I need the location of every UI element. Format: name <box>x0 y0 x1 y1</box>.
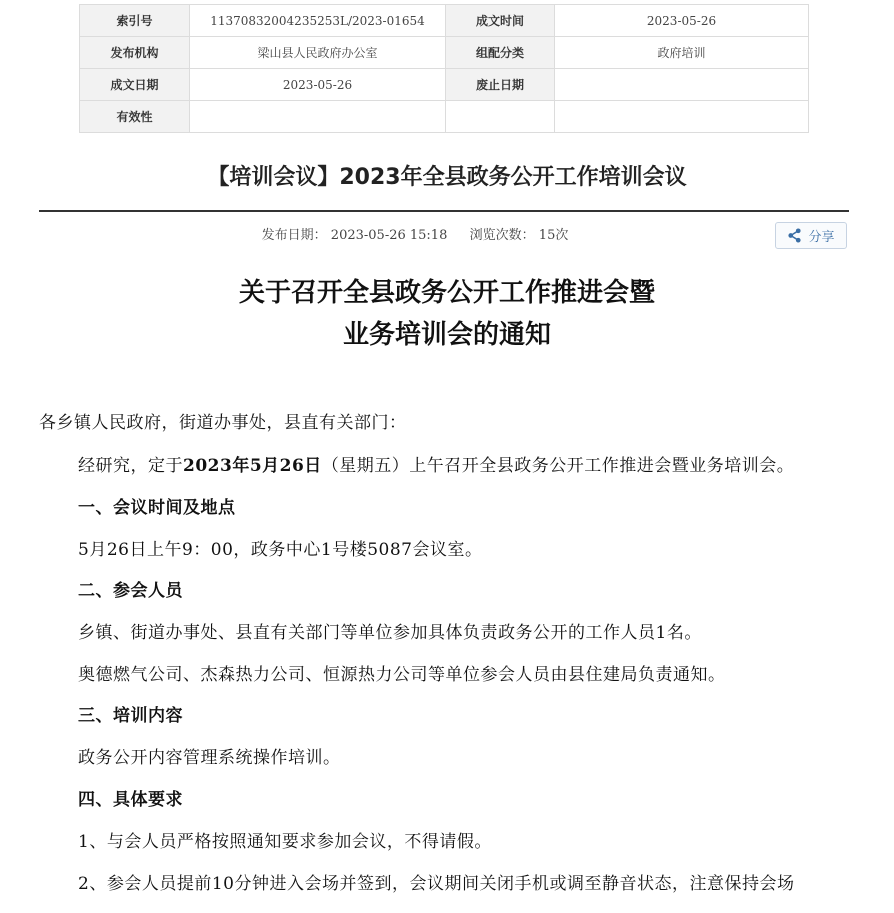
salutation: 各乡镇人民政府，街道办事处，县直有关部门： <box>39 413 407 433</box>
share-button[interactable] <box>775 222 847 249</box>
paragraph: 乡镇、街道办事处、县直有关部门等单位参加具体负责政务公开的工作人员1名。 <box>78 623 702 643</box>
notice-title-line: 业务培训会的通知 <box>342 320 551 350</box>
section-heading: 四、具体要求 <box>78 790 183 810</box>
intro-text: 经研究，定于 <box>78 456 183 476</box>
meta-row <box>80 37 809 69</box>
meta-value-written-date: 2023-05-26 <box>190 69 446 101</box>
share-icon <box>787 228 802 243</box>
meta-value-validity <box>190 101 446 133</box>
meta-value-issuer: 梁山县人民政府办公室 <box>190 37 446 69</box>
meta-label-index: 索引号 <box>80 5 190 37</box>
meta-empty-cell <box>446 101 555 133</box>
paragraph: 政务公开内容管理系统操作培训。 <box>78 748 341 768</box>
document-meta-table <box>79 4 809 133</box>
paragraph: 奥德燃气公司、杰森热力公司、恒源热力公司等单位参会人员由县住建局负责通知。 <box>78 665 726 685</box>
meta-label-validity: 有效性 <box>80 101 190 133</box>
meta-row <box>80 5 809 37</box>
meta-empty-cell <box>555 101 809 133</box>
meta-value-category: 政府培训 <box>555 37 809 69</box>
share-label: 分享 <box>808 230 835 245</box>
section-heading: 一、会议时间及地点 <box>78 498 236 518</box>
meta-value-index: 11370832004235253L/2023-01654 <box>190 5 446 37</box>
meta-label-issuer: 发布机构 <box>80 37 190 69</box>
intro-text: （星期五）上午召开全县政务公开工作推进会暨业务培训会。 <box>321 456 795 476</box>
view-count-value: 15次 <box>538 228 569 243</box>
publish-date-value: 2023-05-26 15:18 <box>330 228 448 243</box>
meta-label-expiry: 废止日期 <box>446 69 555 101</box>
notice-title <box>0 272 894 356</box>
meta-row <box>80 101 809 133</box>
meta-row <box>80 69 809 101</box>
paragraph: 1、与会人员严格按照通知要求参加会议，不得请假。 <box>78 832 492 852</box>
view-count-label: 浏览次数： <box>469 228 535 243</box>
paragraph: 2、参会人员提前10分钟进入会场并签到，会议期间关闭手机或调至静音状态，注意保持会场 <box>78 874 795 894</box>
section-heading: 三、培训内容 <box>78 706 183 726</box>
publish-date-label: 发布日期： <box>261 228 327 243</box>
section-heading: 二、参会人员 <box>78 581 183 601</box>
meta-label-created-time: 成文时间 <box>446 5 555 37</box>
intro-paragraph <box>78 451 794 476</box>
meta-label-written-date: 成文日期 <box>80 69 190 101</box>
article-title: 【培训会议】2023年全县政务公开工作培训会议 <box>207 165 687 190</box>
title-divider <box>39 210 849 212</box>
paragraph: 5月26日上午9：00，政务中心1号楼5087会议室。 <box>78 540 483 560</box>
article-info-bar <box>0 224 830 243</box>
meta-value-expiry <box>555 69 809 101</box>
notice-title-line: 关于召开全县政务公开工作推进会暨 <box>238 278 655 308</box>
intro-date: 2023年5月26日 <box>183 456 322 476</box>
meta-label-category: 组配分类 <box>446 37 555 69</box>
meta-value-created-time: 2023-05-26 <box>555 5 809 37</box>
